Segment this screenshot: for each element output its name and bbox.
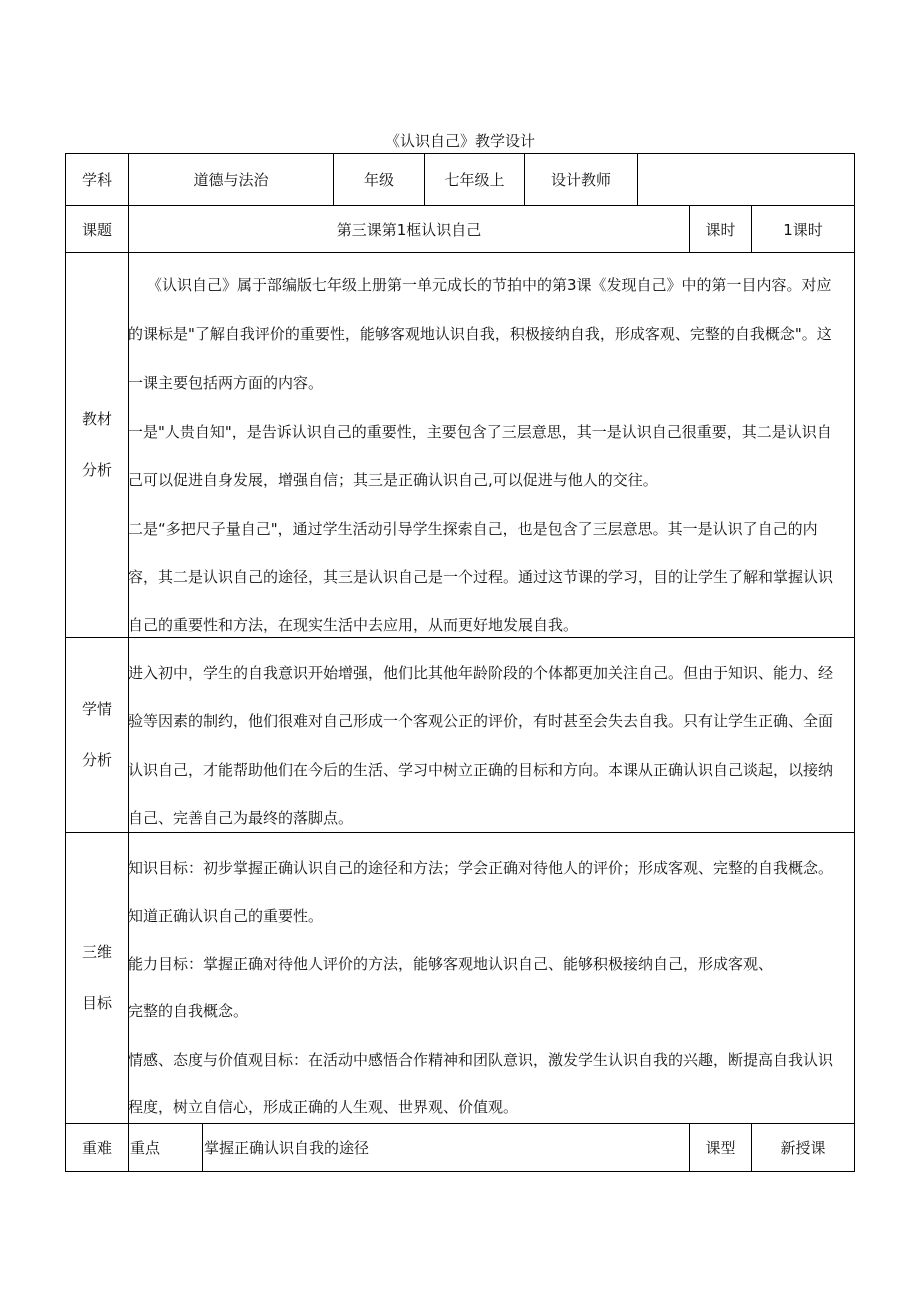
paragraph-line: 容，其二是认识自己的途径，其三是认识自己是一个过程。通过这节课的学习，目的让学生了解和掌握认识 [128, 569, 834, 585]
paragraph-line: 完整的自我概念。 [128, 1003, 249, 1019]
teacher-label: 设计教师 [550, 171, 611, 189]
paragraph-line: 自己的重要性和方法，在现实生活中去应用，从而更好地发展自我。 [128, 617, 579, 633]
textbook-analysis-label-line2: 分析 [81, 461, 112, 479]
subject-value: 道德与法治 [193, 171, 269, 189]
document-title: 《认识自己》教学设计 [384, 132, 535, 150]
grade-value: 七年级上 [444, 171, 505, 189]
student-analysis-label-line2: 分析 [81, 751, 112, 769]
paragraph-line: 知识目标：初步掌握正确认识自己的途径和方法；学会正确对待他人的评价；形成客观、完整的自我概念。 [128, 860, 834, 876]
topic-label: 课题 [81, 220, 112, 239]
paragraph-line: 二是“多把尺子量自己"，通过学生活动引导学生探索自己，也是包含了三层意思。其一是认识了自己的内 [128, 521, 818, 537]
key-label: 重难 [81, 1139, 112, 1157]
paragraph-line: 一课主要包括两方面的内容。 [128, 375, 324, 391]
textbook-analysis-label-line1: 教材 [81, 410, 112, 428]
goals-label-line2: 目标 [81, 994, 112, 1012]
paragraph-line: 进入初中，学生的自我意识开始增强，他们比其他年龄阶段的个体都更加关注自己。但由于知识、能力、经 [128, 665, 834, 681]
paragraph-line: 己可以促进自身发展，增强自信；其三是正确认识自己,可以促进与他人的交往。 [128, 472, 658, 488]
key-value: 掌握正确认识自我的途径 [204, 1139, 370, 1157]
key-sub-label: 重点 [130, 1139, 161, 1157]
student-analysis-label-line1: 学情 [81, 700, 112, 718]
paragraph-line: 知道正确认识自己的重要性。 [128, 908, 324, 924]
student-analysis-label [66, 638, 128, 832]
goals-label [66, 833, 128, 1123]
goals-label-line1: 三维 [81, 943, 112, 961]
paragraph-line: 的课标是"了解自我评价的重要性，能够客观地认识自我，积极接纳自我，形成客观、完整的自我概念"。这 [128, 326, 832, 342]
lesson-type-value: 新授课 [780, 1139, 826, 1157]
paragraph-line: 情感、态度与价值观目标：在活动中感悟合作精神和团队意识，激发学生认识自我的兴趣，断提高自我认识 [128, 1052, 834, 1068]
grade-label: 年级 [363, 171, 394, 189]
paragraph-line: 程度，树立自信心，形成正确的人生观、世界观、价值观。 [128, 1099, 519, 1115]
paragraph-line: 验等因素的制约，他们很难对自己形成一个客观公正的评价，有时甚至会失去自我。只有让学生正确、全面 [128, 713, 834, 729]
subject-label: 学科 [81, 171, 112, 189]
paragraph-line: 自己、完善自己为最终的落脚点。 [128, 810, 354, 826]
hours-label: 课时 [705, 220, 736, 239]
topic-value: 第三课第1框认识自己 [336, 220, 482, 239]
hours-value: 1课时 [783, 220, 823, 239]
paragraph-line: 一是"人贵自知"，是告诉认识自己的重要性，主要包含了三层意思，其一是认识自己很重要，其二是认识自 [128, 424, 832, 440]
paragraph-line: 《认识自己》属于部编版七年级上册第一单元成长的节拍中的第3课《发现自己》中的第一目内容。对应 [147, 277, 832, 293]
lesson-type-label: 课型 [705, 1139, 736, 1157]
paragraph-line: 能力目标：掌握正确对待他人评价的方法，能够客观地认识自己、能够积极接纳自己，形成客观、 [128, 956, 774, 972]
teacher-value [638, 154, 854, 205]
paragraph-line: 认识自己，才能帮助他们在今后的生活、学习中树立正确的目标和方向。本课从正确认识自己谈起，以接纳 [128, 762, 834, 778]
textbook-analysis-label [66, 253, 128, 637]
